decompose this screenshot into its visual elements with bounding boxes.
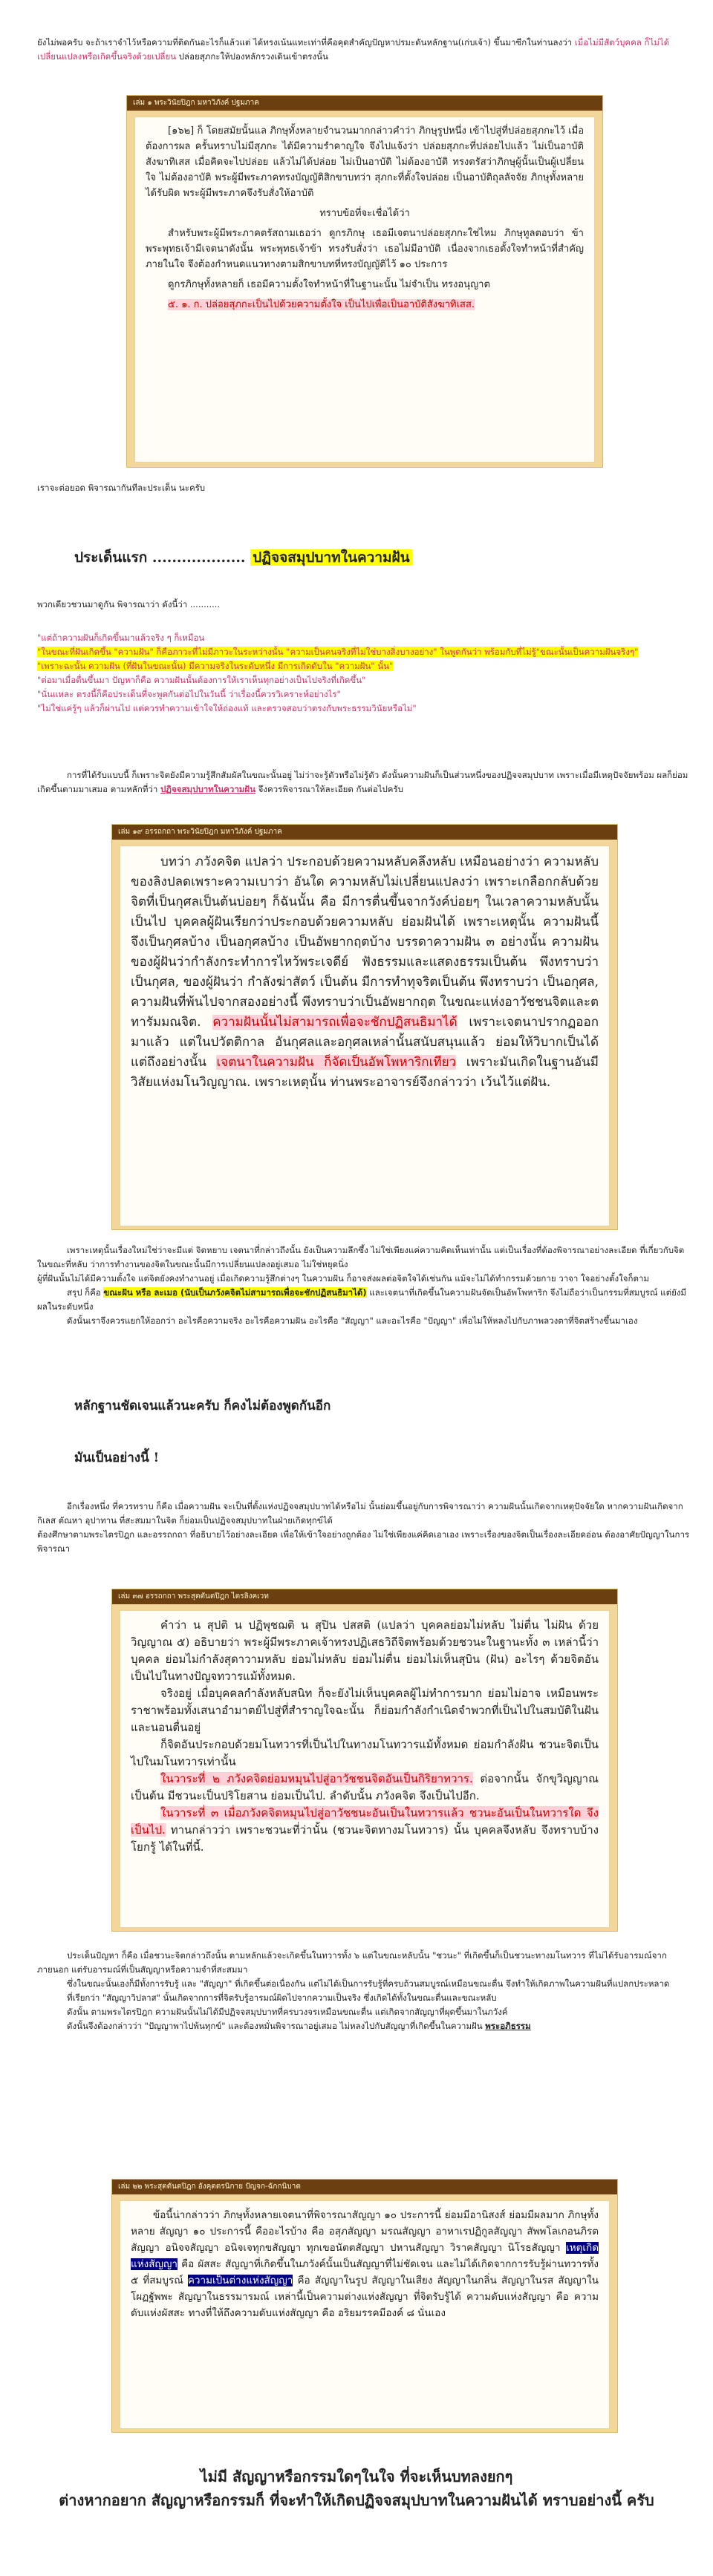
quote1-para-5 [146,297,584,313]
quote4-para-1: ข้อนี้น่ากล่าวว่า ภิกษุทั้งหลายเจตนาที่พิจารณาสัญญา ๑๐ ประการนี้ ย่อมมีอานิสงส์ ย่อมมีผลมาก ภิกษุทั้งหลาย สัญญา ๑๐ ประการนี้ คืออะไรบ้าง คือ อสุภสัญญา มรณสัญญา อาหาเรปฏิกูลสัญญา สัพพโลเกอนภิรตสัญญา อนิจจสัญญา อนิจเจทุกขสัญญา ทุกเขอนัตตสัญญา ปหานสัญญา วิราคสัญญา นิโรธสัญญา [131,2209,599,2254]
heading-evidence: หลักฐานชัดเจนแล้วนะครับ ก็คงไม่ต้องพูดกันอีก [74,1399,331,1413]
quote-inner-1 [134,117,595,462]
pink-line-1: "แต่ถ้าความฝันก็เกิดขึ้นมาแล้วจริง ๆ ก็เหมือน [37,632,205,643]
quote-header-3: เล่ม ๓๗ อรรถกถา พระสุตตันตปิฎก ไตรลิงคเวท [112,1589,617,1604]
quote-box-3 [111,1589,618,1932]
para3-line-1: เพราะเหตุนั้นเรื่องใหม่ใช่ว่าจะมีแต่ จิตหยาบ เจตนาที่กล่าวถึงนั้น ยังเป็นความลึกซึ้ง ไม่ใช่เพียงแค่ความคิดเห็นเท่านั้น แต่เป็นเรื่องที่ต้องพิจารณาอย่างละเอียด ที่เกี่ยวกับจิตในขณะที่หลับ ว่าการทำงานของจิตในขณะนั้นมีการเปลี่ยนแปลงอยู่เสมอ ไม่ใช่หยุดนิ่ง [37,1245,685,1269]
para6-line-1: ประเด็นปัญหา ก็คือ เมื่อชวนะจิตกล่าวถึงนั้น ตามหลักแล้วจะเกิดขึ้นในทวารทั้ง ๖ แต่ในขณะหลับนั้น "ชวนะ" ที่เกิดขึ้นก็เป็นชวนะทางมโนทวาร ที่ไม่ได้รับอารมณ์จากภายนอก แต่รับอารมณ์ที่เป็นสัญญาหรือความจำที่สะสมมา [37,1950,667,1975]
para2-link[interactable]: ปฏิจจสมุปบาทในความฝัน [160,784,255,794]
conclusion-line-1: ไม่มี สัญญาหรือกรรมใดๆในใจ ที่จะเห็นบทลงยกๆ [200,2468,513,2485]
quote3-para-2: จริงอยู่ เมื่อบุคคลกำลังหลับสนิท ก็จะยังไม่เห็นบุคคลผู้ไม่ทำการมาก ย่อมไม่อาจ เหมือนพระราชาพร้อมทั้งเสนาอำมาตย์ไปสู่ที่สำราญใจฉะนั้น ก็ย่อมกำลังกำเนิดจำพวกที่เป็นไปในสมบัติในฝันและนอนตื่นอยู่ [131,1687,599,1734]
conclusion [22,2465,691,2512]
para3-line-2: ผู้ที่ฝันนั้นไม่ได้มีความตั้งใจ แต่จิตยังคงทำงานอยู่ เมื่อเกิดความรู้สึกต่างๆ ในความฝัน ก็อาจส่งผลต่อจิตใจได้เช่นกัน แม้จะไม่ได้ทำกรรมด้วยกาย วาจา ใจอย่างตั้งใจก็ตาม [37,1273,649,1284]
quote3-para-1: คำว่า น สุปติ น ปฏิพุชฌติ น สุปิน ปสสติ (แปลว่า บุคคลย่อมไม่หลับ ไม่ตื่น ไม่ฝัน ด้วยวิญญาณ ๕) อธิบายว่า พระผู้มีพระภาคเจ้าทรงปฏิเสธวิถีจิตพร้อมด้วยชวนะในฐานะทั้ง ๓ เหล่านี้ว่า บุคคล ย่อมไม่กำลังสุดาวามหลับ ย่อมไม่หลับ ย่อมไม่ตื่น ย่อมไม่เห็นสุบิน (ฝัน) อะไรๆ ด้วยจิตอันเป็นไปในทางปัญจทวารแม้ทั้งหมด. [131,1618,599,1683]
intro-text: ยังไม่พอครับ จะถ้าเราจำไว้หรือความที่ติดกันอะไรก็แล้วแต่ ได้ทรงเน้นแทะเท่าที่คือคุดสำคัญปัญหาปรมะดันหลักฐาน(เก่บเจ้า) ขึ้นมาซีกในท่านลงว่า [37,37,573,48]
para6-line-2: ซึ่งในขณะนั้นเองก็มีทั้งการรับรู้ และ "สัญญา" ที่เกิดขึ้นต่อเนื่องกัน แต่ไม่ได้เป็นการรับรู้ที่ครบถ้วนสมบูรณ์เหมือนขณะตื่น จึงทำให้เกิดภาพในความฝันที่แปลกประหลาด [67,1978,670,1989]
quote2-para-1: บทว่า ภวังคจิต แปลว่า ประกอบด้วยความหลับคลึงหลับ เหมือนอย่างว่า ความหลับของลิงปลดเพราะความเบาว่า อันใด ความหลับไม่เปลี่ยนแปลงว่า เพราะเกลือกกลับด้วยจิตที่เป็นกุศลเป็นต้นบ่อยๆ ก็ฉันนั้น คือ มีการตื่นขึ้นจากวังค์บ่อยๆ ในเวลาความหลับนั้นเป็นไป บุคคลผู้ฝันเรียกว่าประกอบด้วยความหลับ ย่อมฝันได้ เพราะเหตุนั้น ความฝันนี้ จึงเป็นกุศลบ้าง เป็นอกุศลบ้าง เป็นอัพยากฤตบ้าง บรรดาความฝัน ๓ อย่างนั้น ความฝันของผู้ฝันว่ากำลังกระทำการไหว้พระเจดีย์ ฟังธรรมและแสดงธรรมเป็นต้น พึงทราบว่าเป็นกุศล, ของผู้ฝันว่า กำลังฆ่าสัตว์ เป็นต้น มีการทำทุจริตเป็นต้น พึงทราบว่า เป็นอกุศล, ความฝันที่พ้นไปจากสองอย่างนี้ พึงทราบว่าเป็นอัพยากฤต ในขณะแห่งอาวัชชนจิตและตทารัมมณจิต. [131,854,599,1030]
quote-inner-3 [120,1610,610,1928]
quote3-para-4: ต่อจากนั้น จักขุวิญญาณเป็นต้น มีชวนะเป็นปริโยสาน ย่อมเป็นไป. ลำดับนั้น ภวังคจิต จึงเป็นไปอีก. [131,1772,599,1802]
quote-inner-4 [120,2200,610,2429]
quote4-highlight-1: เหตุเกิดแห่งสัญญา [131,2242,599,2270]
quote-box-1 [126,95,603,468]
heading-this-way: มันเป็นอย่างนี้ ! [74,1451,160,1465]
para4-lead: สรุป ก็คือ [67,1287,101,1298]
quote4-para-2: คือ ผัสสะ สัญญาที่เกิดขึ้นในภวังค์นั้นเป็นสัญญาที่ไม่ชัดเจน และไม่ได้เกิดจากการรับรู้ผ่านทวารทั้ง ๕ ที่สมบูรณ์ [131,2258,599,2286]
para2-end: จึงควรพิจารณาให้ละเอียด กันต่อไปครับ [258,784,403,794]
para6-line-5: ดังนั้นจึงต้องกล่าวว่า "ปัญญาพาไปพ้นทุกข์" และต้องหมั่นพิจารณาอยู่เสมอ ไม่หลงไปกับสัญญาที่เกิดขึ้นในความฝัน [67,2021,483,2031]
quote2-highlight-1: ความฝันนั้นไม่สามารถเพื่อจะชักปฏิสนธิมาได้ [212,1015,458,1030]
paragraph-5 [37,1500,691,1556]
quote4-para-3: คือ สัญญาในรูป สัญญาในเสียง สัญญาในกลิ่น สัญญาในรส สัญญาในโผฏฐัพพะ สัญญาในธรรมารมณ์ เหล่านี้เป็นความต่างแห่งสัญญา ที่จิตรับรู้ได้ [131,2275,599,2303]
section-1-highlight: ปฏิจจสมุปบาทในความฝัน [250,549,411,566]
pink-line-2: "ในขณะที่ฝันเกิดขึ้น "ความฝัน" ก็คือภาวะที่ไม่มีภาวะในระหว่างนั้น "ความเป็นคนจริงที่ไม่ใช่บางสิ่งบางอย่าง" ในพูดกันว่า พร้อมกับที่ไม่รู้"ขณะนั้นเป็นความฝันจริงๆ" [37,647,639,657]
conclusion-line-2: ต่างหากอยาก สัญญาหรือกรรมก็ ที่จะทำให้เกิดปฏิจจสมุปบาทในความฝันได้ ทราบอย่างนี้ ครับ [59,2491,654,2509]
quote3-para-5: ทานกล่าวว่า เพราะชวนะที่ว่านั้น (ชวนะจิตทางมโนทวาร) นั้น บุคคลจึงหลับ จึงทราบบ้าง โยกรู้ ได้ในที่นี้. [131,1823,599,1854]
quote-header-4: เล่ม ๒๒ พระสุตตันตปิฎก อังคุตตรนิกาย ปัญจก-ฉักกนิบาต [112,2180,617,2194]
pink-line-3: "เพราะฉะนั้น ความฝัน (ที่ฝันในขณะนั้น) มีความจริงในระดับหนึ่ง มีการเกิดดับใน "ความฝัน" นั้น" [37,661,394,671]
para6-tail-link[interactable]: พระอภิธรรม [485,2021,531,2031]
para6-line-3: ที่เรียกว่า "สัญญาวิปลาส" นั้นเกิดจากการที่จิตรับรู้อารมณ์ผิดไปจากความเป็นจริง ซึ่งเกิดได้ทั้งในขณะตื่นและขณะหลับ [67,1993,497,2003]
quote-header-1: เล่ม ๑ พระวินัยปิฎก มหาวิภังค์ ปฐมภาค [127,96,602,111]
paragraph-6 [37,1949,691,2033]
section-1-prefix: ประเด็นแรก ................... [74,549,246,566]
pink-line-5: "นั่นแหละ ตรงนี้ก็คือประเด็นที่จะพูดกันต่อไปในวันนี้ ว่าเรื่องนี้ควรวิเคราะห์อย่างไร" [37,689,341,699]
quote3-para-3: ก็จิตอันประกอบด้วยมโนทวารที่เป็นไปในทางมโนทวารแม้ทั้งหมด ย่อมกำลังฝัน ชวนะจิตเป็นไปในมโนทวารเท่านั้น [131,1738,599,1768]
quote-box-4 [111,2179,618,2433]
paragraph-2 [37,768,691,797]
lead-1: เราจะต่อยอด พิจารณากันทีละประเด็น นะครับ [37,483,206,493]
para4-tail: ดังนั้นเราจึงควรแยกให้ออกว่า อะไรคือความจริง อะไรคือความฝัน อะไรคือ "สัญญา" และอะไรคือ "ปัญญา" เพื่อไม่ให้หลงไปกับภาพลวงตาที่จิตสร้างขึ้นมาเอง [67,1315,638,1326]
quote2-highlight-2: เจตนาในความฝัน ก็จัดเป็นอัพโพหาริกเทียว [216,1055,457,1070]
quote-box-2 [111,824,618,1230]
after-section-1: พวกเดียวชวนมาดูกัน พิจารณาว่า ดังนี้ว่า ........... [37,599,221,609]
quote-inner-2 [120,846,610,1226]
para2-text: การที่ได้รับแบบนี้ ก็เพราะจิตยังมีความรู้สึกสัมผัสในขณะนั้นอยู่ ไม่ว่าจะรู้ตัวหรือไม่รู้ตัว ดังนั้นความฝันก็เป็นส่วนหนึ่งของปฏิจจสมุปบาท เพราะเมื่อมีเหตุปัจจัยพร้อม ผลก็ย่อมเกิดขึ้นตามมาเสมอ ตามหลักที่ว่า [37,770,688,794]
quote1-para-3: สำหรับพระผู้มีพระภาคตรัสถามเธอว่า ดูกรภิกษุ เธอมีเจตนาปล่อยสุภกะใช่ไหม ภิกษุทูลตอบว่า ข้าพระพุทธเจ้ามีเจตนาดังนั้น พระพุทธเจ้าข้า ทรงรับสั่งว่า เธอไม่มีอาบัติ เนื่องจากเธอตั้งใจทำหน้าที่สำคัญภายในใจ จึงต้องกำหนดแนวทางตามสิกขาบทที่ทรงบัญญัติไว้ ๑๐ ประการ [146,228,584,270]
pink-line-6: "ไม่ใช่แค่รู้ๆ แล้วก็ผ่านไป แต่ควรทำความเข้าใจให้ถ่องแท้ และตรวจสอบว่าตรงกับพระธรรมวินัยหรือไม่" [37,703,417,713]
quote2-para-2: เพราะเจตนาปรากฏออกมาแล้ว แต่ในปวัตติกาล อันกุศลและอกุศลเหล่านั้นสนับสนุนแล้ว ย่อมให้วิบากเป็นได้ แต่ถึงอย่างนั้น [131,1015,599,1070]
intro-paragraph [37,36,691,64]
para4-highlight: ขณะฝัน หรือ ละเมอ (นับเป็นภวังคจิตไม่สามารถเพื่อจะชักปฏิสนธิมาได้) [103,1287,367,1298]
pink-line-4: "ต่อมาเมื่อตื่นขึ้นมา ปัญหาก็คือ ความฝันนั้นต้องการให้เราเห็นทุกอย่างเป็นไปจริงที่เกิดขึ้น" [37,675,366,685]
intro-end-text: ปล่อยสุภกะให้ปองหลักรวงเดินเข้าตรงนั้น [178,51,328,62]
quote2-para-3: เพราะมันเกิดในฐานอันมีวิสัยแห่งมโนวิญญาณ. เพราะเหตุนั้น ท่านพระอาจารย์จึงกล่าวว่า เว้นไว้แต่ฝัน. [131,1055,599,1090]
para5-line-1: อีกเรื่องหนึ่ง ที่ควรทราบ ก็คือ เมื่อความฝัน จะเป็นที่ตั้งแห่งปฏิจจสมุปบาทได้หรือไม่ นั้นย่อมขึ้นอยู่กับการพิจารณาว่า ความฝันนั้นเกิดจากเหตุปัจจัยใด หากความฝันเกิดจากกิเลส ตัณหา อุปาทาน ที่สะสมมาในจิต ก็ย่อมเป็นปฏิจจสมุปบาทในฝ่ายเกิดทุกข์ได้ [37,1501,683,1526]
paragraph-3 [37,1243,691,1328]
section-1-title [74,546,412,569]
quote-header-2: เล่ม ๑๙ อรรถกถา พระวินัยปิฎก มหาวิภังค์ ปฐมภาค [112,825,617,840]
quote3-highlight-2: ในวาระที่ ๓ เมื่อภวังคจิตหมุนไปสู่อาวัชชนะอันเป็นในทวารแล้ว ชวนะอันเป็นในทวารใด จึงเป็นไป. [131,1806,599,1837]
quote4-highlight-2: ความเป็นต่างแห่งสัญญา [187,2275,293,2286]
quote3-highlight-1: ในวาระที่ ๒ ภวังคจิตย่อมหมุนไปสู่อาวัชชนจิตอันเป็นกิริยาทวาร. [160,1772,473,1785]
pink-quote-block [37,631,691,716]
quote4-para-4: ความดับแห่งสัญญา คือ ความดับแห่งผัสสะ ทางที่ให้ถึงความดับแห่งสัญญา คือ อริยมรรคมีองค์ ๘ นั่นเอง [131,2291,599,2319]
quote1-para-1: [๑๖๒] ก็ โดยสมัยนั้นแล ภิกษุทั้งหลายจำนวนมากกล่าวคำว่า ภิกษุรูปหนึ่ง เข้าไปสู่ที่ปล่อยสุภกะไว้ เมื่อต้องการผล ครั้นทราบไม่มีสุภกะ ได้มีความรำคาญใจ จึงไปแจ้งว่า ปล่อยสุภกะที่ปล่อยไปแล้ว ไม่เป็นอาบัติสังฆาทิเสส เมื่อคิดจะไปปล่อย แล้วไม่ได้ปล่อย ไม่เป็นอาบัติ ไม่ต้องอาบัติ ทรงตรัสว่าภิกษุผู้นั้นเป็นผู้เปลี่ยนใจ ไม่ต้องอาบัติ พระผู้มีพระภาคทรงบัญญัติสิกขาบทว่า สุภกะที่ตั้งใจปล่อย เป็นอาบัติถุลลัจจัย ภิกษุทั้งหลายได้รับผิด พระผู้มีพระภาคจึงรับสั่งให้อาบัติ [146,125,584,199]
quote1-para-2: ทราบข้อที่จะเชื่อได้ว่า [319,208,410,219]
para6-line-4: ดังนั้น ตามพระไตรปิฎก ความฝันนั้นไม่ได้มีปฏิจจสมุปบาทที่ครบวงจรเหมือนขณะตื่น แต่เกิดจากสัญญาที่ผุดขึ้นมาในภวังค์ [67,2007,508,2017]
para4-rest: และเจตนาที่เกิดขึ้นในความฝันจัดเป็นอัพโพหาริก จึงไม่ถือว่าเป็นกรรมที่สมบูรณ์ แต่ยังมีผลในระดับหนึ่ง [37,1287,686,1312]
quote1-highlight: ๕. ๑. ก. ปล่อยสุภกะเป็นไปด้วยความตั้งใจ เป็นไปเพื่อเป็นอาบัติสังฆาทิเสส. [168,299,475,310]
quote1-para-4: ดูกรภิกษุทั้งหลายก็ เธอมีความตั้งใจทำหน้าที่ในฐานะนั้น ไม่จำเป็น ทรงอนุญาต [168,279,490,290]
para5-line-2: ต้องศึกษาตามพระไตรปิฎก และอรรถกถา ที่อธิบายไว้อย่างละเอียด เพื่อให้เข้าใจอย่างถูกต้อง ไม่ใช่เพียงแค่คิดเอาเอง เพราะเรื่องของจิตเป็นเรื่องละเอียดอ่อน ต้องอาศัยปัญญาในการพิจารณา [37,1529,690,1554]
intro-pink-text: เมื่อไม่มีสัตว์บุคคล ก็ไม่ได้เปลี่ยนแปลงหรือเกิดขึ้นจริงด้วยเปลี่ยน [37,37,670,62]
